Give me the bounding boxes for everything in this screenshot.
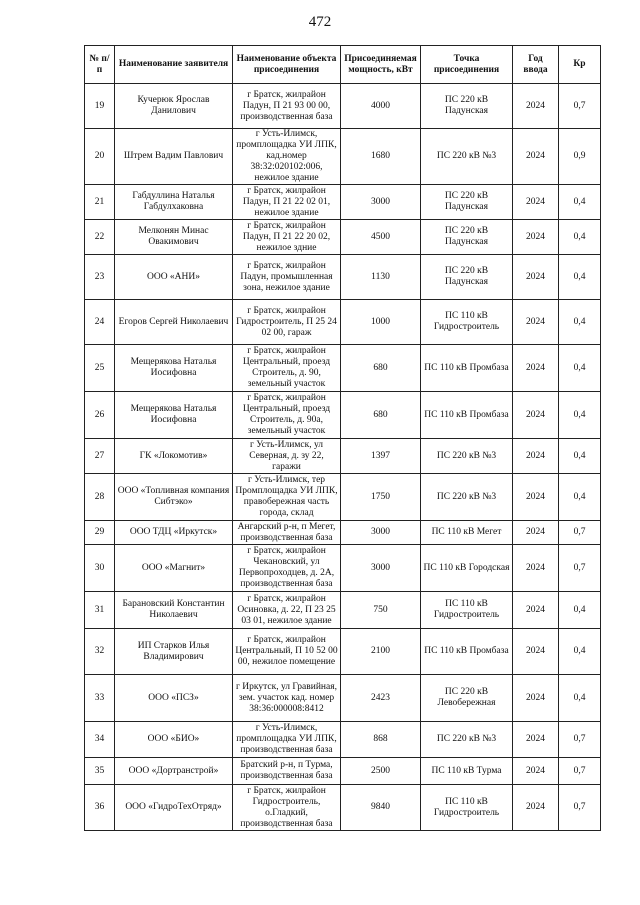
cell-object: г Братск, жилрайон Центральный, проезд Строитель, д. 90а, земельный участок (233, 392, 341, 439)
cell-number: 33 (85, 675, 115, 722)
cell-year: 2024 (513, 129, 559, 185)
cell-point: ПС 110 кВ Турма (421, 758, 513, 785)
cell-object: г Братск, жилрайон Гидростроитель, о.Гладкий, производственная база (233, 785, 341, 831)
cell-object: Ангарский р-н, п Мегет, производственная база (233, 521, 341, 545)
cell-object: г Иркутск, ул Гравийная, зем. участок кад. номер 38:36:000008:8412 (233, 675, 341, 722)
cell-object: г Братск, жилрайон Падун, П 21 22 20 02, нежилое здние (233, 220, 341, 255)
cell-year: 2024 (513, 545, 559, 592)
cell-power: 1000 (341, 300, 421, 345)
cell-applicant: Мещерякова Наталья Иосифовна (115, 392, 233, 439)
cell-year: 2024 (513, 629, 559, 675)
cell-year: 2024 (513, 592, 559, 629)
cell-power: 2500 (341, 758, 421, 785)
cell-power: 1750 (341, 474, 421, 521)
cell-kr: 0,4 (559, 474, 601, 521)
cell-power: 3000 (341, 521, 421, 545)
table-row (85, 84, 601, 129)
connection-registry-table (84, 45, 601, 831)
cell-power: 2423 (341, 675, 421, 722)
cell-point: ПС 220 кВ Падунская (421, 255, 513, 300)
cell-point: ПС 110 кВ Гидростроитель (421, 785, 513, 831)
cell-number: 20 (85, 129, 115, 185)
cell-applicant: ООО «ПСЗ» (115, 675, 233, 722)
cell-power: 3000 (341, 545, 421, 592)
cell-point: ПС 220 кВ №3 (421, 129, 513, 185)
cell-kr: 0,7 (559, 785, 601, 831)
cell-object: г Братск, жилрайон Осиновка, д. 22, П 23 25 03 01, нежилое здание (233, 592, 341, 629)
cell-power: 868 (341, 722, 421, 758)
table-row (85, 220, 601, 255)
cell-number: 21 (85, 185, 115, 220)
cell-power: 750 (341, 592, 421, 629)
cell-kr: 0,7 (559, 521, 601, 545)
cell-number: 32 (85, 629, 115, 675)
header-applicant: Наименование заявителя (115, 46, 233, 84)
table-row (85, 785, 601, 831)
table-row (85, 545, 601, 592)
header-year: Год ввода (513, 46, 559, 84)
cell-object: г Братск, жилрайон Падун, П 21 22 02 01, нежилое здание (233, 185, 341, 220)
cell-object: г Братск, жилрайон Чекановский, ул Первопроходцев, д. 2А, производственная база (233, 545, 341, 592)
cell-power: 680 (341, 345, 421, 392)
cell-applicant: ООО «АНИ» (115, 255, 233, 300)
cell-year: 2024 (513, 345, 559, 392)
table-row (85, 255, 601, 300)
cell-applicant: ООО ТДЦ «Иркутск» (115, 521, 233, 545)
cell-power: 9840 (341, 785, 421, 831)
cell-number: 27 (85, 439, 115, 474)
cell-number: 25 (85, 345, 115, 392)
cell-object: г Усть-Илимск, ул Северная, д. зу 22, гаражи (233, 439, 341, 474)
table-row (85, 722, 601, 758)
cell-applicant: ГК «Локомотив» (115, 439, 233, 474)
cell-year: 2024 (513, 675, 559, 722)
table-row (85, 758, 601, 785)
cell-applicant: ООО «ГидроТехОтряд» (115, 785, 233, 831)
cell-kr: 0,4 (559, 300, 601, 345)
cell-year: 2024 (513, 521, 559, 545)
cell-number: 26 (85, 392, 115, 439)
cell-kr: 0,4 (559, 675, 601, 722)
cell-year: 2024 (513, 220, 559, 255)
cell-object: г Братск, жилрайон Центральный, П 10 52 00 00, нежилое помещение (233, 629, 341, 675)
cell-object: г Братск, жилрайон Центральный, проезд Строитель, д. 90, земельный участок (233, 345, 341, 392)
cell-point: ПС 110 кВ Промбаза (421, 629, 513, 675)
cell-point: ПС 110 кВ Гидростроитель (421, 300, 513, 345)
table-row (85, 185, 601, 220)
cell-point: ПС 110 кВ Промбаза (421, 392, 513, 439)
cell-applicant: Габдуллина Наталья Габдулхаковна (115, 185, 233, 220)
cell-number: 19 (85, 84, 115, 129)
cell-year: 2024 (513, 255, 559, 300)
cell-kr: 0,9 (559, 129, 601, 185)
cell-number: 28 (85, 474, 115, 521)
cell-number: 31 (85, 592, 115, 629)
page-number: 472 (308, 14, 332, 30)
cell-point: ПС 220 кВ №3 (421, 722, 513, 758)
header-power: Присоединяемая мощность, кВт (341, 46, 421, 84)
cell-point: ПС 110 кВ Мегет (421, 521, 513, 545)
cell-number: 34 (85, 722, 115, 758)
cell-power: 4000 (341, 84, 421, 129)
cell-applicant: Егоров Сергей Николаевич (115, 300, 233, 345)
cell-point: ПС 220 кВ Падунская (421, 84, 513, 129)
cell-kr: 0,7 (559, 758, 601, 785)
cell-power: 3000 (341, 185, 421, 220)
cell-year: 2024 (513, 474, 559, 521)
cell-applicant: ООО «Магнит» (115, 545, 233, 592)
cell-number: 23 (85, 255, 115, 300)
cell-number: 24 (85, 300, 115, 345)
cell-number: 35 (85, 758, 115, 785)
header-kr: Кр (559, 46, 601, 84)
table-row (85, 629, 601, 675)
cell-number: 29 (85, 521, 115, 545)
cell-power: 4500 (341, 220, 421, 255)
table-row (85, 474, 601, 521)
cell-kr: 0,4 (559, 255, 601, 300)
table-row (85, 300, 601, 345)
cell-number: 30 (85, 545, 115, 592)
cell-year: 2024 (513, 785, 559, 831)
cell-applicant: Штрем Вадим Павлович (115, 129, 233, 185)
cell-kr: 0,4 (559, 629, 601, 675)
table-body (85, 84, 601, 831)
cell-year: 2024 (513, 300, 559, 345)
cell-applicant: ООО «Дортранстрой» (115, 758, 233, 785)
cell-year: 2024 (513, 392, 559, 439)
header-number: № п/п (85, 46, 115, 84)
cell-point: ПС 220 кВ №3 (421, 439, 513, 474)
table-row (85, 392, 601, 439)
cell-applicant: Кучерюк Ярослав Данилович (115, 84, 233, 129)
cell-kr: 0,7 (559, 545, 601, 592)
cell-year: 2024 (513, 439, 559, 474)
cell-point: ПС 110 кВ Городская (421, 545, 513, 592)
table-row (85, 675, 601, 722)
cell-applicant: ООО «БИО» (115, 722, 233, 758)
cell-object: г Братск, жилрайон Падун, промышленная зона, нежилое здание (233, 255, 341, 300)
cell-kr: 0,4 (559, 220, 601, 255)
cell-kr: 0,7 (559, 722, 601, 758)
header-object: Наименование объекта присоединения (233, 46, 341, 84)
cell-year: 2024 (513, 758, 559, 785)
cell-applicant: Барановский Константин Николаевич (115, 592, 233, 629)
cell-point: ПС 110 кВ Гидростроитель (421, 592, 513, 629)
table-header-row (85, 46, 601, 84)
cell-object: г Братск, жилрайон Гидростроитель, П 25 24 02 00, гараж (233, 300, 341, 345)
table-row (85, 345, 601, 392)
header-point: Точка присоединения (421, 46, 513, 84)
cell-power: 1130 (341, 255, 421, 300)
cell-power: 1397 (341, 439, 421, 474)
cell-power: 1680 (341, 129, 421, 185)
cell-kr: 0,4 (559, 185, 601, 220)
table-row (85, 129, 601, 185)
cell-kr: 0,4 (559, 439, 601, 474)
cell-kr: 0,4 (559, 592, 601, 629)
cell-object: г Усть-Илимск, тер Промплощадка УИ ЛПК, правобережная часть города, склад (233, 474, 341, 521)
cell-number: 22 (85, 220, 115, 255)
cell-object: г Братск, жилрайон Падун, П 21 93 00 00, производственная база (233, 84, 341, 129)
cell-point: ПС 220 кВ №3 (421, 474, 513, 521)
table-row (85, 521, 601, 545)
cell-year: 2024 (513, 84, 559, 129)
cell-object: Братский р-н, п Турма, производственная база (233, 758, 341, 785)
cell-number: 36 (85, 785, 115, 831)
cell-kr: 0,4 (559, 345, 601, 392)
cell-object: г Усть-Илимск, промплощадка УИ ЛПК, производственная база (233, 722, 341, 758)
cell-point: ПС 220 кВ Падунская (421, 220, 513, 255)
cell-point: ПС 220 кВ Левобережная (421, 675, 513, 722)
cell-point: ПС 110 кВ Промбаза (421, 345, 513, 392)
table-row (85, 592, 601, 629)
cell-point: ПС 220 кВ Падунская (421, 185, 513, 220)
cell-power: 2100 (341, 629, 421, 675)
cell-power: 680 (341, 392, 421, 439)
cell-year: 2024 (513, 185, 559, 220)
cell-applicant: Мещерякова Наталья Иосифовна (115, 345, 233, 392)
cell-applicant: Мелконян Минас Овакимович (115, 220, 233, 255)
cell-applicant: ООО «Топливная компания Сибтэко» (115, 474, 233, 521)
cell-applicant: ИП Старков Илья Владимирович (115, 629, 233, 675)
cell-kr: 0,7 (559, 84, 601, 129)
cell-object: г Усть-Илимск, промплощадка УИ ЛПК, кад.номер 38:32:020102:006, нежилое здание (233, 129, 341, 185)
cell-year: 2024 (513, 722, 559, 758)
cell-kr: 0,4 (559, 392, 601, 439)
table-row (85, 439, 601, 474)
